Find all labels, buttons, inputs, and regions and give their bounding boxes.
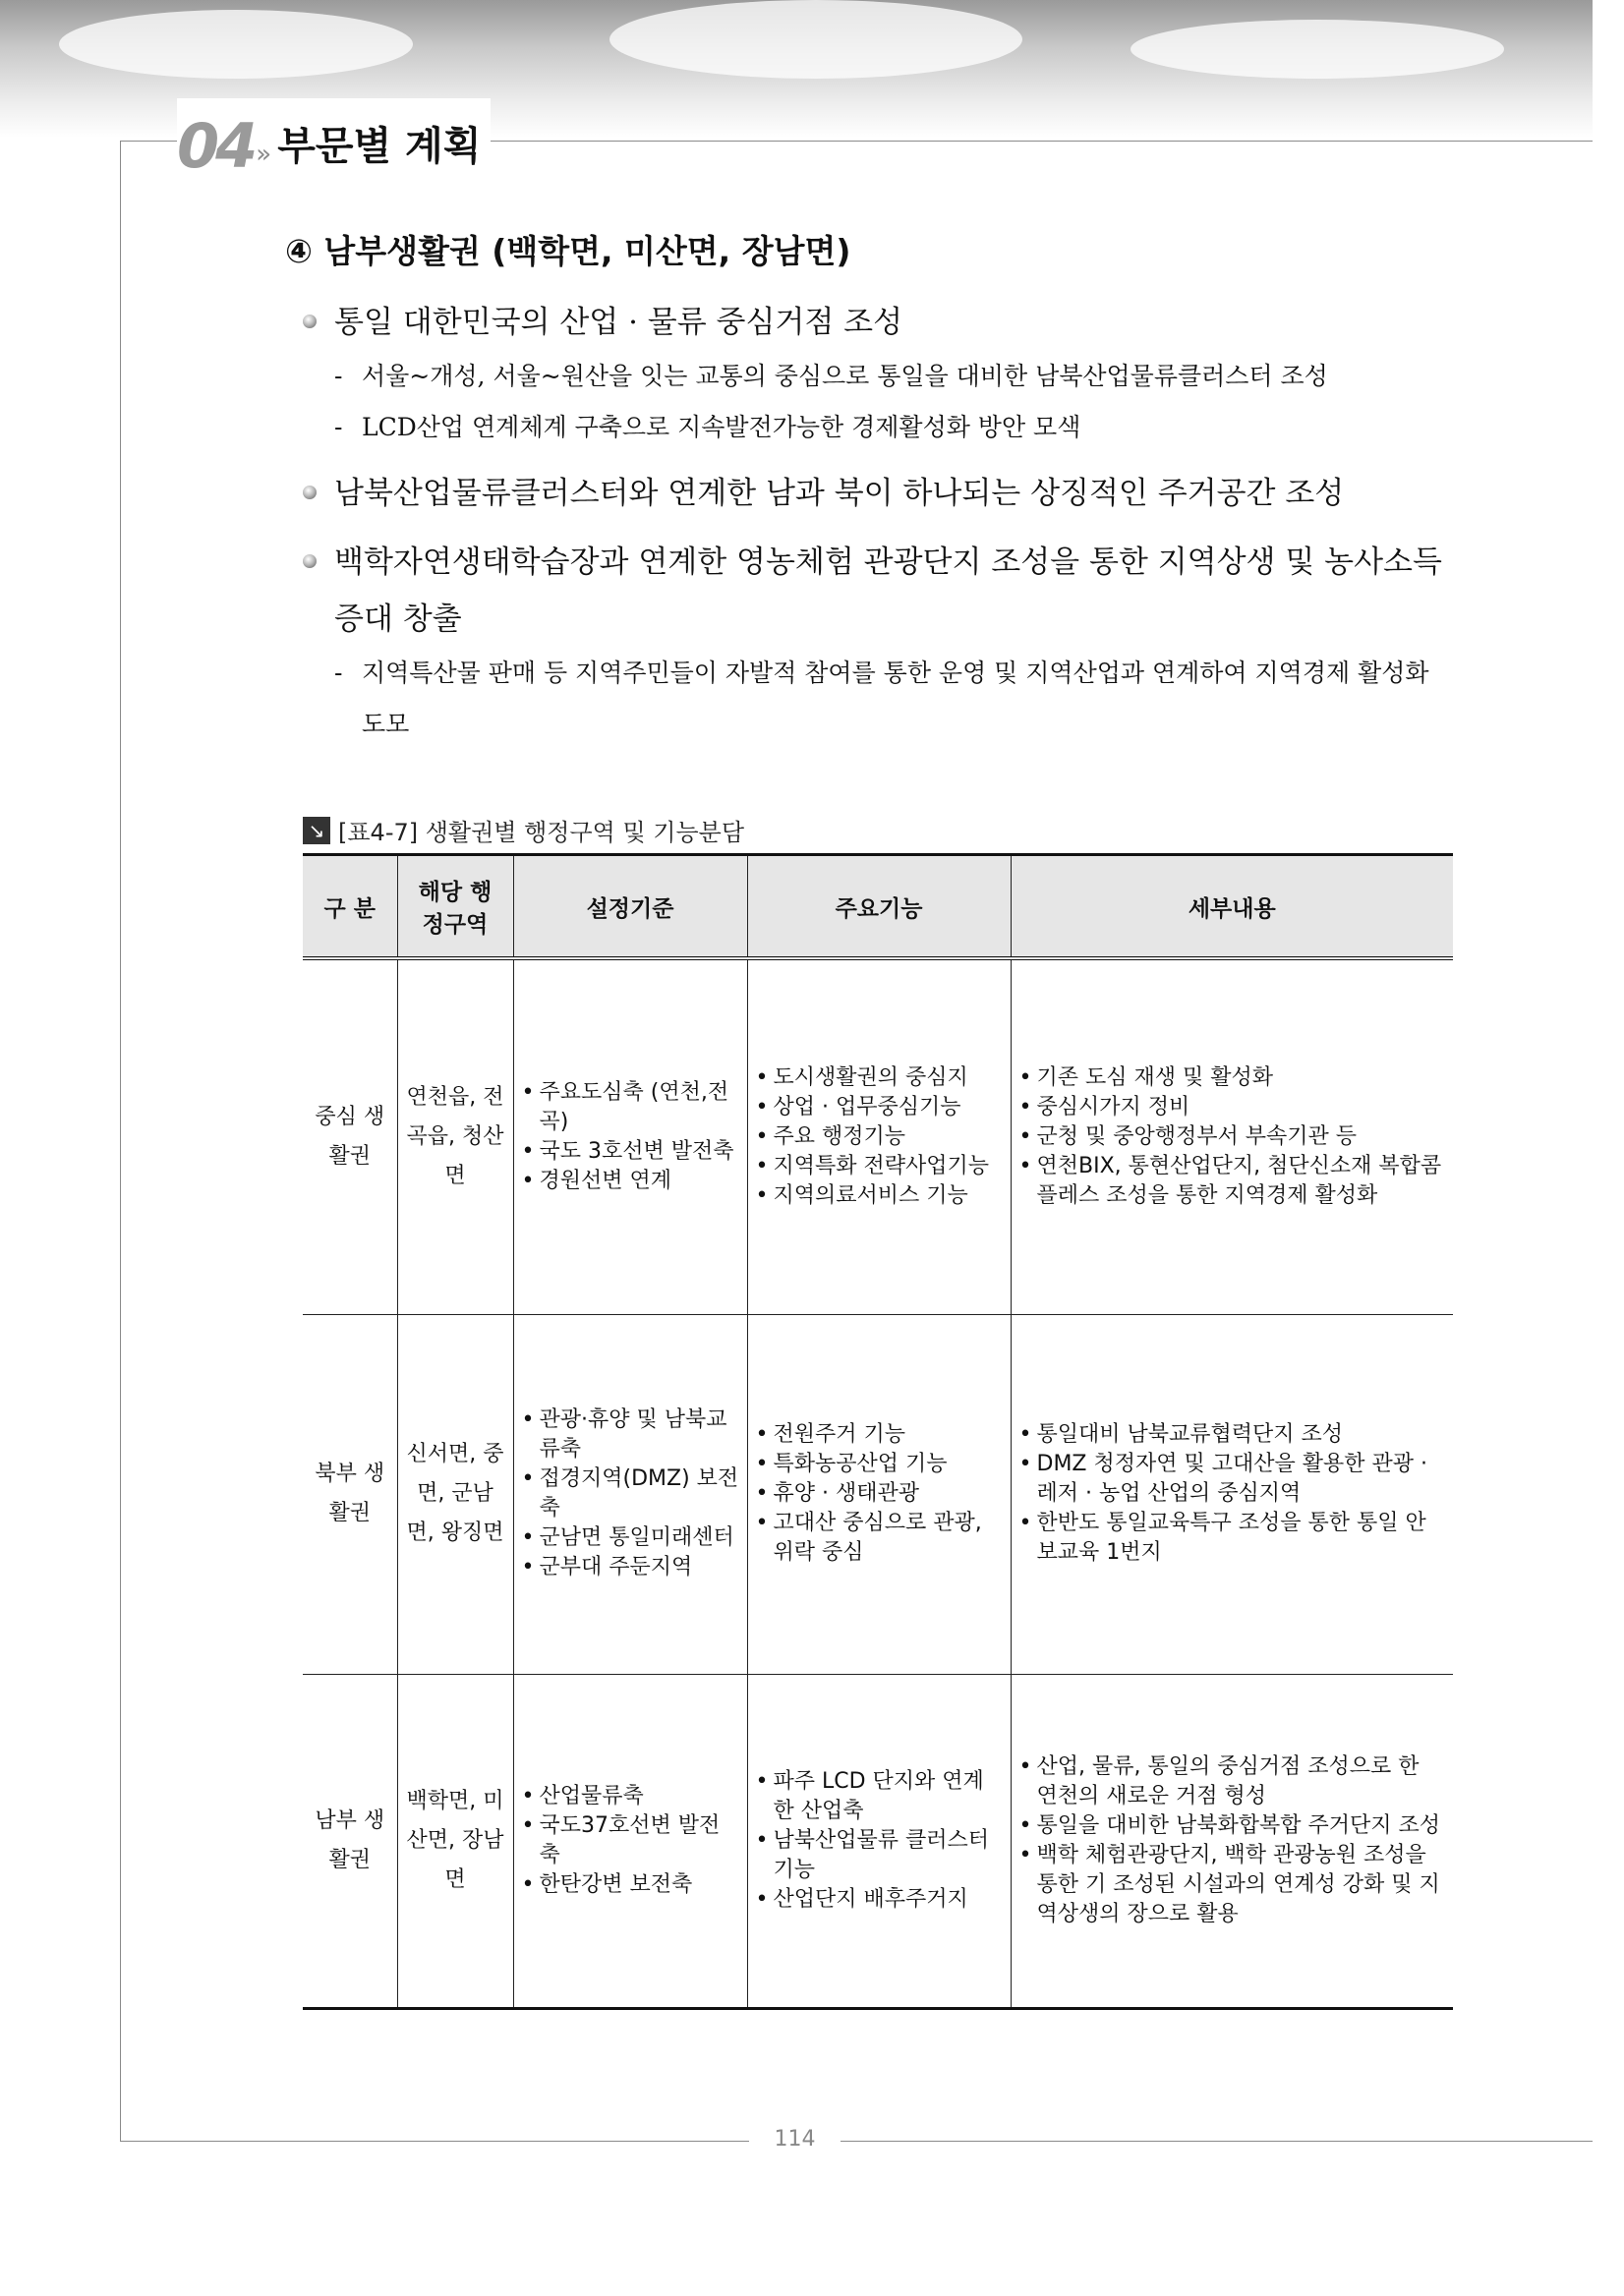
bullet-item <box>285 534 1445 648</box>
table-row <box>303 958 1453 1314</box>
sub-item: - 서울~개성, 서울~원산을 잇는 교통의 중심으로 통일을 대비한 남북산업물류클러스터 조성 <box>285 351 1445 402</box>
bullet-dot-icon <box>303 315 317 328</box>
list-item: • 경원선변 연계 <box>522 1167 739 1196</box>
list-item: • 고대산 중심으로 관광, 위락 중심 <box>756 1509 1003 1568</box>
functions-cell <box>747 1674 1011 2008</box>
functions-cell <box>747 958 1011 1314</box>
chapter-title: 부문별 계획 <box>277 123 482 169</box>
chapter-heading <box>177 98 491 182</box>
list-item: • 관광·휴양 및 남북교류축 <box>522 1406 739 1464</box>
list-item: • 백학 체험관광단지, 백학 관광농원 조성을 통한 기 조성된 시설과의 연계성 강화 및 지역상생의 장으로 활용 <box>1019 1841 1446 1929</box>
chapter-number: 04 <box>177 110 255 182</box>
area-cell: 남부 생활권 <box>303 1674 397 2008</box>
area-cell: 중심 생활권 <box>303 958 397 1314</box>
list-item: • DMZ 청정자연 및 고대산을 활용한 관광 · 레저 · 농업 산업의 중심지역 <box>1019 1450 1446 1509</box>
details-cell <box>1011 958 1453 1314</box>
list-item: • 상업 · 업무중심기능 <box>756 1093 1003 1122</box>
list-item: • 주요 행정기능 <box>756 1122 1003 1152</box>
details-cell <box>1011 1314 1453 1674</box>
list-item: • 기존 도심 재생 및 활성화 <box>1019 1063 1446 1093</box>
bullet-text: 백학자연생태학습장과 연계한 영농체험 관광단지 조성을 통한 지역상생 및 농사소득 증대 창출 <box>334 545 1442 637</box>
bullet-text: 통일 대한민국의 산업 · 물류 중심거점 조성 <box>334 305 903 340</box>
list-item: • 지역특화 전략사업기능 <box>756 1152 1003 1181</box>
bullet-dot-icon <box>303 554 317 568</box>
list-item: • 한반도 통일교육특구 조성을 통한 통일 안보교육 1번지 <box>1019 1509 1446 1568</box>
bullet-item <box>285 294 1445 351</box>
criteria-cell <box>513 1674 747 2008</box>
functions-cell <box>747 1314 1011 1674</box>
list-item: • 군남면 통일미래센터 <box>522 1523 739 1553</box>
list-item: • 산업단지 배후주거지 <box>756 1885 1003 1915</box>
list-item: • 전원주거 기능 <box>756 1420 1003 1450</box>
header-cell: 설정기준 <box>513 855 747 959</box>
district-cell: 신서면, 중면, 군남면, 왕징면 <box>397 1314 513 1674</box>
header-cell: 해당 행정구역 <box>397 855 513 959</box>
list-item: • 한탄강변 보전축 <box>522 1870 739 1900</box>
arrow-down-right-icon: ↘ <box>303 817 330 844</box>
criteria-cell <box>513 958 747 1314</box>
list-item: • 특화농공산업 기능 <box>756 1450 1003 1479</box>
list-item: • 국도 3호선변 발전축 <box>522 1137 739 1167</box>
district-cell: 백학면, 미산면, 장남면 <box>397 1674 513 2008</box>
list-item: • 국도37호선변 발전축 <box>522 1811 739 1870</box>
frame-bottom-line-left <box>120 2141 749 2142</box>
area-cell: 북부 생활권 <box>303 1314 397 1674</box>
double-chevron-icon: » <box>256 140 272 169</box>
sub-item: - 지역특산물 판매 등 지역주민들이 자발적 참여를 통한 운영 및 지역산업과 연계하여 지역경제 활성화 도모 <box>285 648 1445 750</box>
list-item: • 통일대비 남북교류협력단지 조성 <box>1019 1420 1446 1450</box>
list-item: • 접경지역(DMZ) 보전축 <box>522 1464 739 1523</box>
header-cell: 세부내용 <box>1011 855 1453 959</box>
bullet-dot-icon <box>303 486 317 499</box>
district-cell: 연천읍, 전곡읍, 청산면 <box>397 958 513 1314</box>
list-item: • 도시생활권의 중심지 <box>756 1063 1003 1093</box>
header-cell: 구 분 <box>303 855 397 959</box>
list-item: • 통일을 대비한 남북화합복합 주거단지 조성 <box>1019 1811 1446 1841</box>
list-item: • 주요도심축 (연천,전곡) <box>522 1078 739 1137</box>
list-item: • 중심시가지 정비 <box>1019 1093 1446 1122</box>
table-caption-text: [표4-7] 생활권별 행정구역 및 기능분담 <box>338 819 745 846</box>
list-item: • 연천BIX, 통현산업단지, 첨단신소재 복합콤플레스 조성을 통한 지역경제 활성화 <box>1019 1152 1446 1211</box>
list-item: • 산업, 물류, 통일의 중심거점 조성으로 한 연천의 새로운 거점 형성 <box>1019 1752 1446 1811</box>
criteria-cell <box>513 1314 747 1674</box>
list-item: • 지역의료서비스 기능 <box>756 1181 1003 1211</box>
sub-item: - LCD산업 연계체계 구축으로 지속발전가능한 경제활성화 방안 모색 <box>285 402 1445 453</box>
header-cell: 주요기능 <box>747 855 1011 959</box>
list-item: • 남북산업물류 클러스터 기능 <box>756 1826 1003 1885</box>
list-item: • 산업물류축 <box>522 1782 739 1811</box>
bullet-item <box>285 465 1445 522</box>
sub-item-text: 서울~개성, 서울~원산을 잇는 교통의 중심으로 통일을 대비한 남북산업물류클러스터 조성 <box>362 362 1328 390</box>
list-item: • 파주 LCD 단지와 연계한 산업축 <box>756 1767 1003 1826</box>
frame-bottom-line-right <box>841 2141 1593 2142</box>
frame-left-line <box>120 141 121 2141</box>
table-header-row <box>303 855 1453 959</box>
page-number: 114 <box>774 2127 816 2152</box>
bullet-text: 남북산업물류클러스터와 연계한 남과 북이 하나되는 상징적인 주거공간 조성 <box>334 476 1345 511</box>
table-row <box>303 1314 1453 1674</box>
list-item: • 군청 및 중앙행정부서 부속기관 등 <box>1019 1122 1446 1152</box>
table-caption <box>303 813 744 847</box>
function-table <box>303 853 1453 2010</box>
list-item: • 군부대 주둔지역 <box>522 1553 739 1582</box>
table-row <box>303 1674 1453 2008</box>
sub-item-text: LCD산업 연계체계 구축으로 지속발전가능한 경제활성화 방안 모색 <box>362 413 1081 441</box>
section-title: ④ 남부생활권 (백학면, 미산면, 장남면) <box>285 232 851 270</box>
details-cell <box>1011 1674 1453 2008</box>
section-content <box>285 226 1445 750</box>
list-item: • 휴양 · 생태관광 <box>756 1479 1003 1509</box>
sub-item-text: 지역특산물 판매 등 지역주민들이 자발적 참여를 통한 운영 및 지역산업과 연계하여 지역경제 활성화 도모 <box>362 659 1429 738</box>
